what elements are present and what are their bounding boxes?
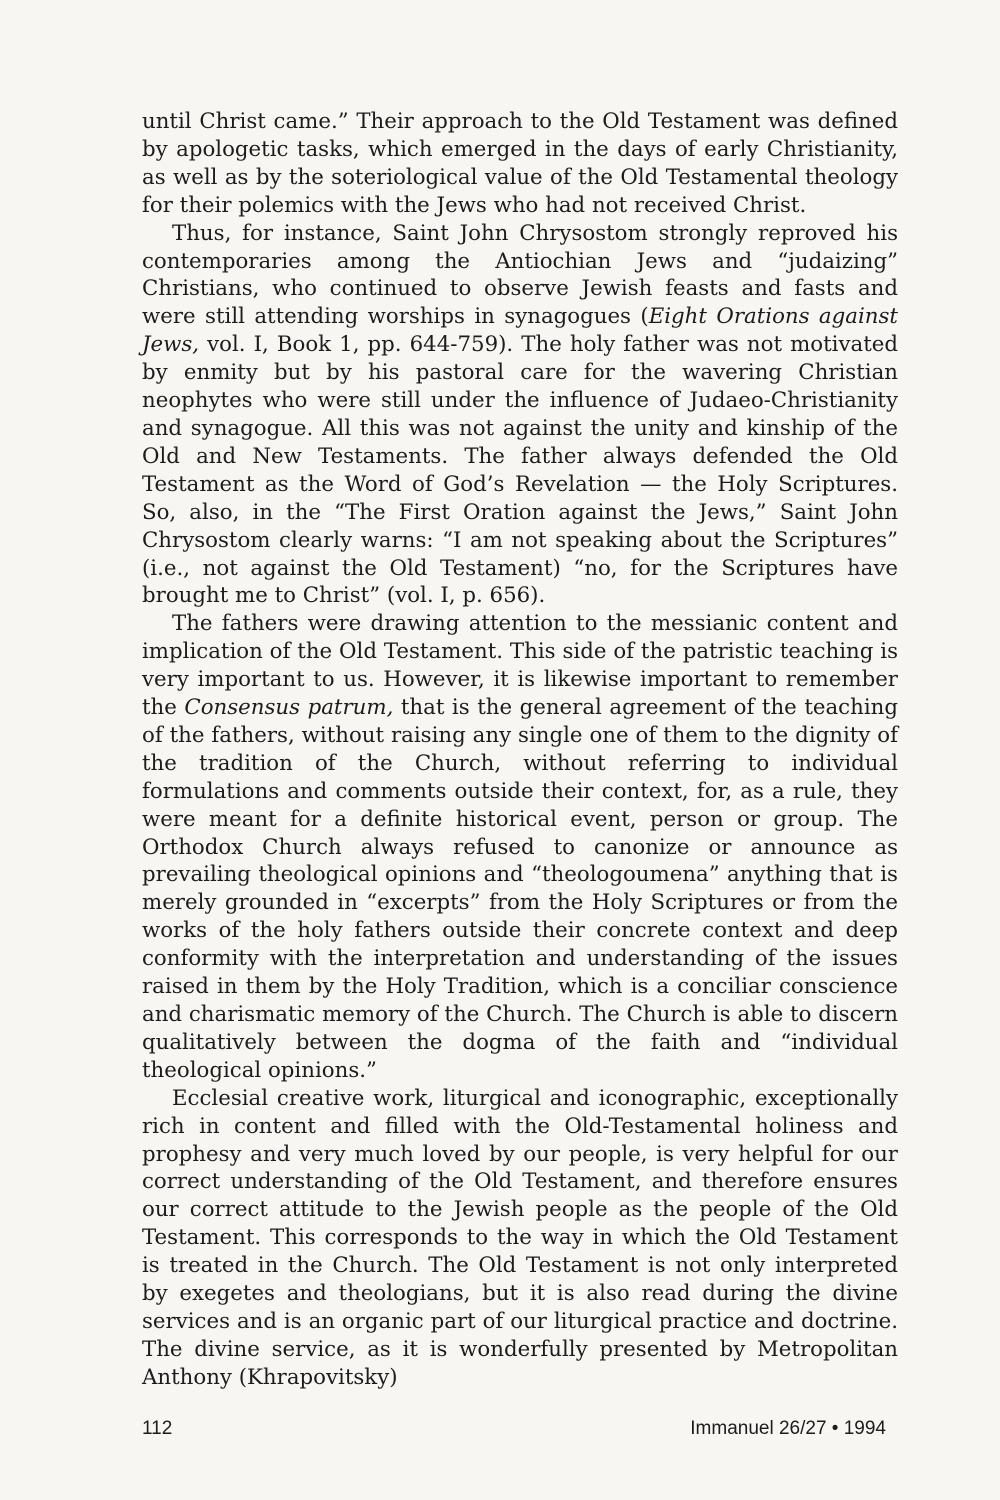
paragraph-1-text: until Christ came.” Their approach to the Old Testament was defined by apologetic tasks, which emerged in the days of early Christianity, as well as by the soteriological value of the Old Testamental theology for their polemics with the Jews who had not received Christ. bbox=[142, 109, 898, 218]
paragraph-4-text: Ecclesial creative work, liturgical and iconographic, exceptionally rich in content and filled with the Old-Testamental holiness and prophesy and very much loved by our people, is very helpful for our correct understanding of the Old Testament, and therefore ensures our correct attitude to the Jewish people as the people of the Old Testament. This corresponds to the way in which the Old Testament is treated in the Church. The Old Testament is not only interpreted by exegetes and theologians, but it is also read during the divine services and is an organic part of our liturgical practice and doctrine. The divine service, as it is wonderfully presented by Metropolitan Anthony (Khrapovitsky) bbox=[142, 1085, 898, 1390]
paragraph-2-text-b: vol. I, Book 1, pp. 644-759). The holy father was not motivated by enmity but by his pastoral care for the wavering Christian neophytes who were still under the influence of Judaeo-Christianity and synagogue. All this was not against the unity and kinship of the Old and New Testaments. The father always defended the Old Testament as the Word of God’s Revelation — the Holy Scriptures. So, also, in the “The First Oration against the Jews,” Saint John Chrysostom clearly warns: “I am not speaking about the Scriptures” (i.e., not against the Old Testament) “no, for the Scriptures have brought me to Christ” (vol. I, p. 656). bbox=[142, 332, 898, 609]
paragraph-4 bbox=[142, 1085, 898, 1392]
journal-info: Immanuel 26/27 • 1994 bbox=[690, 1418, 886, 1439]
paragraph-3-italic-term: Consensus patrum, bbox=[184, 695, 394, 721]
paragraph-2-italic-title: Eight Orations against Jews, bbox=[142, 304, 898, 358]
paragraph-3-text-b: that is the general agreement of the teaching of the fathers, without raising any single one of them to the dignity of the tradition of the Church, without referring to individual formulations and comments outside their context, for, as a rule, they were meant for a definite historical event, person or group. The Orthodox Church always refused to canonize or announce as prevailing theological opinions and “theologoumena” anything that is merely grounded in “excerpts” from the Holy Scriptures or from the works of the holy fathers outside their concrete context and deep conformity with the interpretation and understanding of the issues raised in them by the Holy Tradition, which is a conciliar conscience and charismatic memory of the Church. The Church is able to discern qualitatively between the dogma of the faith and “individual theological opinions.” bbox=[142, 695, 898, 1083]
paragraph-3 bbox=[142, 610, 898, 1084]
paragraph-2 bbox=[142, 220, 898, 611]
paragraph-1 bbox=[142, 108, 898, 220]
paragraph-2-text-a: Thus, for instance, Saint John Chrysostom strongly reproved his contemporaries among the Antiochian Jews and “judaizing” Christians, who continued to observe Jewish feasts and fasts and were still attending worships in synagogues ( bbox=[142, 220, 898, 330]
page-number: 112 bbox=[142, 1418, 173, 1439]
body-text bbox=[142, 108, 898, 1392]
paragraph-3-text-a: The fathers were drawing attention to the messianic content and implication of the Old Testament. This side of the patristic teaching is very important to us. However, it is likewise important to remember the bbox=[142, 611, 898, 721]
